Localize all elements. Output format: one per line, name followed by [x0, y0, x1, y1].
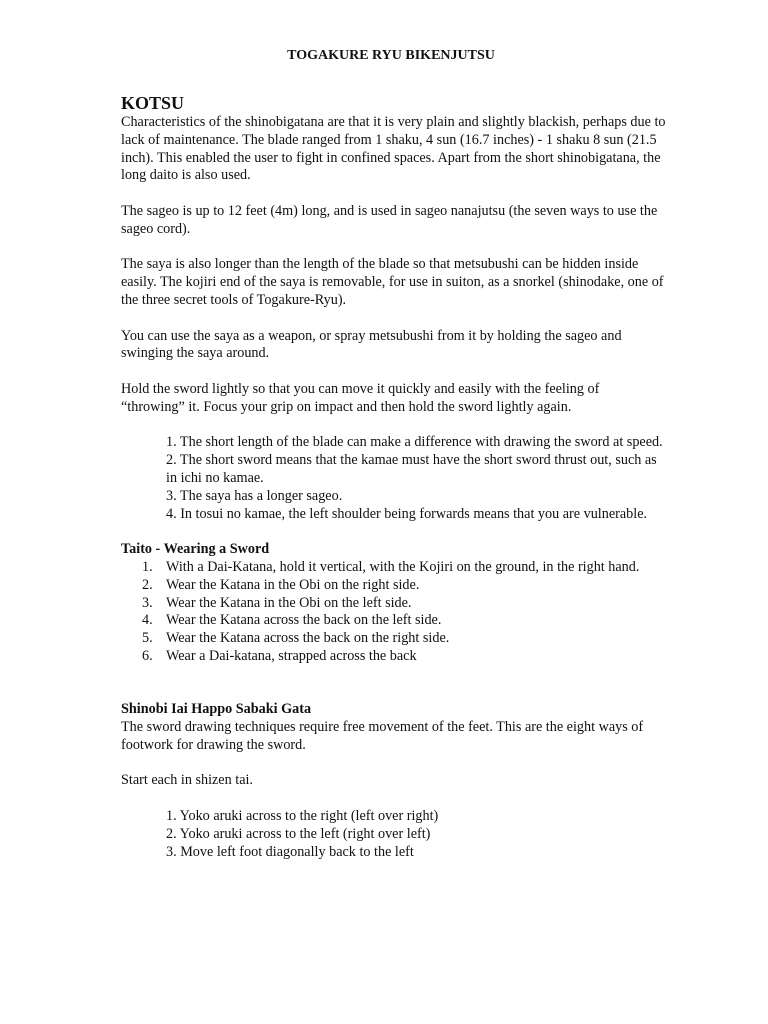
- list-number: 4.: [142, 612, 153, 629]
- shinobi-iai-intro: The sword drawing techniques require free movement of the feet. This are the eight ways of footwork for drawing the sword.: [121, 719, 644, 753]
- taito-list-item: [121, 559, 666, 577]
- list-number: 2.: [142, 576, 153, 593]
- list-number: 5.: [142, 630, 153, 647]
- kotsu-paragraph-3: The saya is also longer than the length of the blade so that metsubushi can be hidden inside easily. The kojiri end of the saya is removable, for use in suiton, as a snorkel (shinodake, one of the three secret tools of Togakure-Ryu).: [121, 256, 664, 308]
- taito-list-item: [121, 595, 666, 613]
- kotsu-paragraph-2: The sageo is up to 12 feet (4m) long, and is used in sageo nanajutsu (the seven ways to use the sageo cord).: [121, 202, 658, 237]
- list-number: 1.: [142, 558, 153, 575]
- list-item-text: Wear the Katana across the back on the left side.: [166, 612, 442, 629]
- shinobi-iai-start: Start each in shizen tai.: [121, 772, 253, 789]
- shinobi-iai-heading: Shinobi Iai Happo Sabaki Gata: [121, 701, 312, 718]
- document-title: TOGAKURE RYU BIKENJUTSU: [287, 48, 495, 63]
- taito-list: [121, 559, 666, 666]
- kotsu-points-list: [121, 434, 666, 523]
- kotsu-paragraph-1: Characteristics of the shinobigatana are that it is very plain and slightly blackish, perhaps due to lack of maintenance. The blade ranged from 1 shaku, 4 sun (16.7 inches) - 1 shaku 8 sun (21.5 inch). This enabled the user to fight in confined spaces. Apart from the short shinobigatana, the long daito is also used.: [121, 114, 666, 184]
- list-item-text: Wear the Katana in the Obi on the left side.: [166, 594, 412, 611]
- list-number: 6.: [142, 647, 153, 664]
- shinobi-iai-step: 3. Move left foot diagonally back to the left: [166, 843, 414, 860]
- kotsu-heading: KOTSU: [121, 93, 185, 113]
- kotsu-point: 2. The short sword means that the kamae must have the short sword thrust out, such as in ichi no kamae.: [166, 452, 657, 486]
- taito-list-item: [121, 648, 666, 666]
- kotsu-paragraph-5: Hold the sword lightly so that you can move it quickly and easily with the feeling of “throwing” it. Focus your grip on impact and then hold the sword lightly again.: [121, 380, 600, 415]
- kotsu-point: 4. In tosui no kamae, the left shoulder being forwards means that you are vulnerable.: [166, 505, 648, 522]
- kotsu-point: 3. The saya has a longer sageo.: [166, 487, 343, 504]
- shinobi-iai-step: 2. Yoko aruki across to the left (right over left): [166, 825, 431, 842]
- taito-list-item: [121, 612, 666, 630]
- shinobi-iai-steps-list: [121, 808, 666, 861]
- taito-list-item: [121, 577, 666, 595]
- list-item-text: With a Dai-Katana, hold it vertical, with the Kojiri on the ground, in the right hand.: [166, 558, 640, 575]
- list-item-text: Wear the Katana across the back on the right side.: [166, 630, 450, 647]
- shinobi-iai-step: 1. Yoko aruki across to the right (left over right): [166, 808, 439, 825]
- list-number: 3.: [142, 594, 153, 611]
- document-body: [121, 93, 666, 861]
- list-item-text: Wear a Dai-katana, strapped across the back: [166, 647, 417, 664]
- kotsu-paragraph-4: You can use the saya as a weapon, or spray metsubushi from it by holding the sageo and swinging the saya around.: [121, 327, 622, 362]
- taito-heading: Taito - Wearing a Sword: [121, 541, 270, 558]
- taito-list-item: [121, 630, 666, 648]
- kotsu-point: 1. The short length of the blade can make a difference with drawing the sword at speed.: [166, 434, 663, 451]
- list-item-text: Wear the Katana in the Obi on the right side.: [166, 576, 420, 593]
